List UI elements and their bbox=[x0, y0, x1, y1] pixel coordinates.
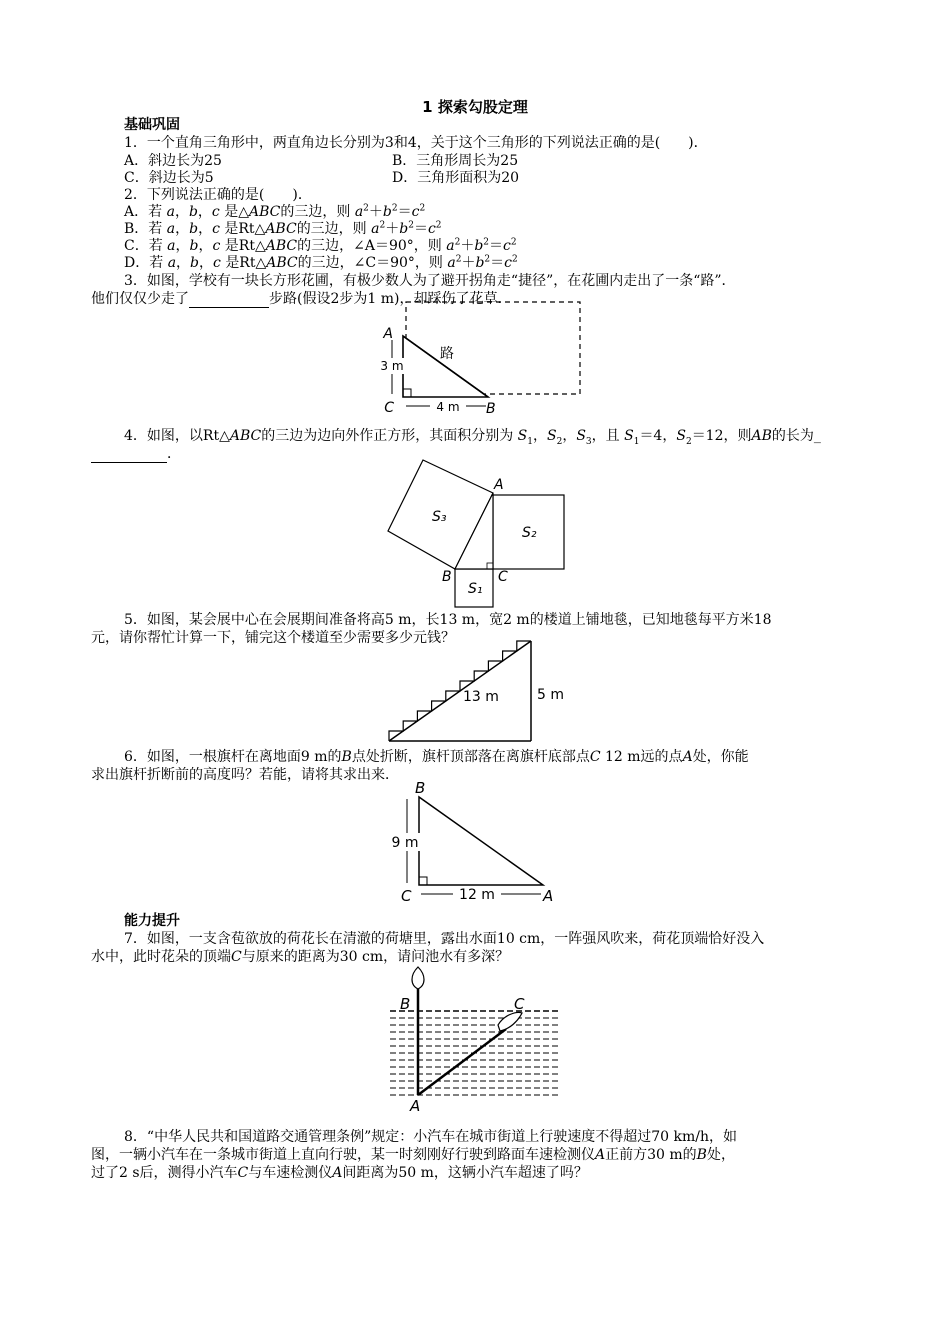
q4-figure bbox=[380, 455, 580, 615]
lotus-bud-icon bbox=[412, 967, 424, 989]
q1-option-c: C．斜边长为5 bbox=[124, 170, 214, 186]
q5-figure bbox=[385, 637, 575, 745]
q7-line1: 7．如图，一支含苞欲放的荷花长在清澈的荷塘里，露出水面10 cm，一阵强风吹来，荷花顶端恰好没入 bbox=[124, 931, 765, 947]
q7-line2: 水中，此时花朵的顶端C与原来的距离为30 cm，请问池水有多深？ bbox=[91, 949, 510, 965]
q3-label-a: A bbox=[383, 326, 393, 342]
q4-line1: 4．如图，以Rt△ABC的三边为边向外作正方形，其面积分别为 $S_1$，$S_2$，$S_3$，且 $S_1=4$，$S_2=12$，则AB的长为_ bbox=[124, 428, 821, 447]
section-heading-advanced: 能力提升 bbox=[124, 913, 180, 929]
q6-height-label: 9 m bbox=[391, 835, 419, 851]
page-title: 1 探索勾股定理 bbox=[422, 98, 528, 116]
q3-base-label: 4 m bbox=[436, 400, 460, 414]
q6-label-a: A bbox=[543, 887, 554, 905]
q4-label-s3: S₃ bbox=[432, 509, 447, 525]
q5-line2: 元，请你帮忙计算一下，铺完这个楼道至少需要多少元钱？ bbox=[91, 630, 455, 646]
q3-path-label: 路 bbox=[440, 346, 454, 362]
q6-label-c: C bbox=[401, 887, 412, 905]
bent-lotus-bud-icon bbox=[498, 1013, 522, 1032]
q3-figure bbox=[370, 296, 590, 418]
q6-line2: 求出旗杆折断前的高度吗？若能，请将其求出来． bbox=[91, 767, 399, 783]
q6-label-b: B bbox=[415, 779, 426, 797]
q4-label-b: B bbox=[442, 569, 452, 585]
q3-side-label: 3 m bbox=[380, 359, 404, 373]
q3-label-c: C bbox=[384, 400, 394, 416]
q4-label-s1: S₁ bbox=[468, 581, 483, 597]
q2-option-d: D．若 a，b，c 是Rt△ABC的三边，∠C＝90°，则 $a^2+b^2=c^2$ bbox=[124, 254, 518, 271]
q6-base-label: 12 m bbox=[459, 887, 495, 903]
flagpole-triangle bbox=[419, 797, 543, 885]
q5-height-label: 5 m bbox=[537, 687, 564, 703]
q4-answer-blank[interactable] bbox=[91, 449, 167, 463]
q4-label-s2: S₂ bbox=[522, 525, 537, 541]
q4-line2: ． bbox=[91, 443, 181, 463]
q8-line3: 过了2 s后，测得小汽车C与车速检测仪A间距离为50 m，这辆小汽车超速了吗？ bbox=[91, 1165, 588, 1181]
q8-line1: 8．“中华人民共和国道路交通管理条例”规定：小汽车在城市街道上行驶速度不得超过70 km/h，如 bbox=[124, 1129, 737, 1145]
q7-label-b: B bbox=[400, 995, 411, 1013]
q5-hyp-label: 13 m bbox=[463, 689, 499, 705]
q2-stem: 2．下列说法正确的是( )． bbox=[124, 187, 312, 203]
q8-line2: 图，一辆小汽车在一条城市街道上直向行驶，某一时刻刚好行驶到路面车速检测仪A正前方30 m的B处， bbox=[91, 1147, 735, 1163]
q3-answer-blank[interactable] bbox=[189, 294, 269, 308]
q6-figure bbox=[383, 775, 563, 905]
q2-option-a: A．若 a，b，c 是△ABC的三边，则 $a^2+b^2=c^2$ bbox=[124, 203, 426, 220]
q4-label-c: C bbox=[498, 569, 508, 585]
q7-figure bbox=[386, 965, 566, 1115]
q1-option-a: A．斜边长为25 bbox=[124, 153, 222, 169]
q1-stem: 1．一个直角三角形中，两直角边长分别为3和4，关于这个三角形的下列说法正确的是( )． bbox=[124, 135, 708, 151]
q1-option-d: D．三角形面积为20 bbox=[392, 170, 520, 186]
q4-label-a: A bbox=[494, 477, 504, 493]
q2-option-c: C．若 a，b，c 是Rt△ABC的三边，∠A＝90°，则 $a^2+b^2=c^2$ bbox=[124, 237, 517, 254]
q6-line1: 6．如图，一根旗杆在离地面9 m的B点处折断，旗杆顶部落在离旗杆底部点C 12 m远的点A处，你能 bbox=[124, 749, 749, 765]
q5-line1: 5．如图，某会展中心在会展期间准备将高5 m，长13 m，宽2 m的楼道上铺地毯，已知地毯每平方米18 bbox=[124, 612, 772, 628]
q3-label-b: B bbox=[486, 401, 496, 417]
q3-line1: 3．如图，学校有一块长方形花圃，有极少数人为了避开拐角走“捷径”，在花圃内走出了一条“路”． bbox=[124, 273, 736, 289]
q7-label-c: C bbox=[514, 995, 525, 1013]
q2-option-b: B．若 a，b，c 是Rt△ABC的三边，则 $a^2+b^2=c^2$ bbox=[124, 220, 442, 237]
q1-option-b: B．三角形周长为25 bbox=[392, 153, 519, 169]
q3-line2: 他们仅仅少走了 步路(假设2步为1 m)，却踩伤了花草． bbox=[91, 291, 512, 307]
q7-label-a: A bbox=[410, 1097, 421, 1115]
section-heading-basic: 基础巩固 bbox=[124, 117, 180, 133]
